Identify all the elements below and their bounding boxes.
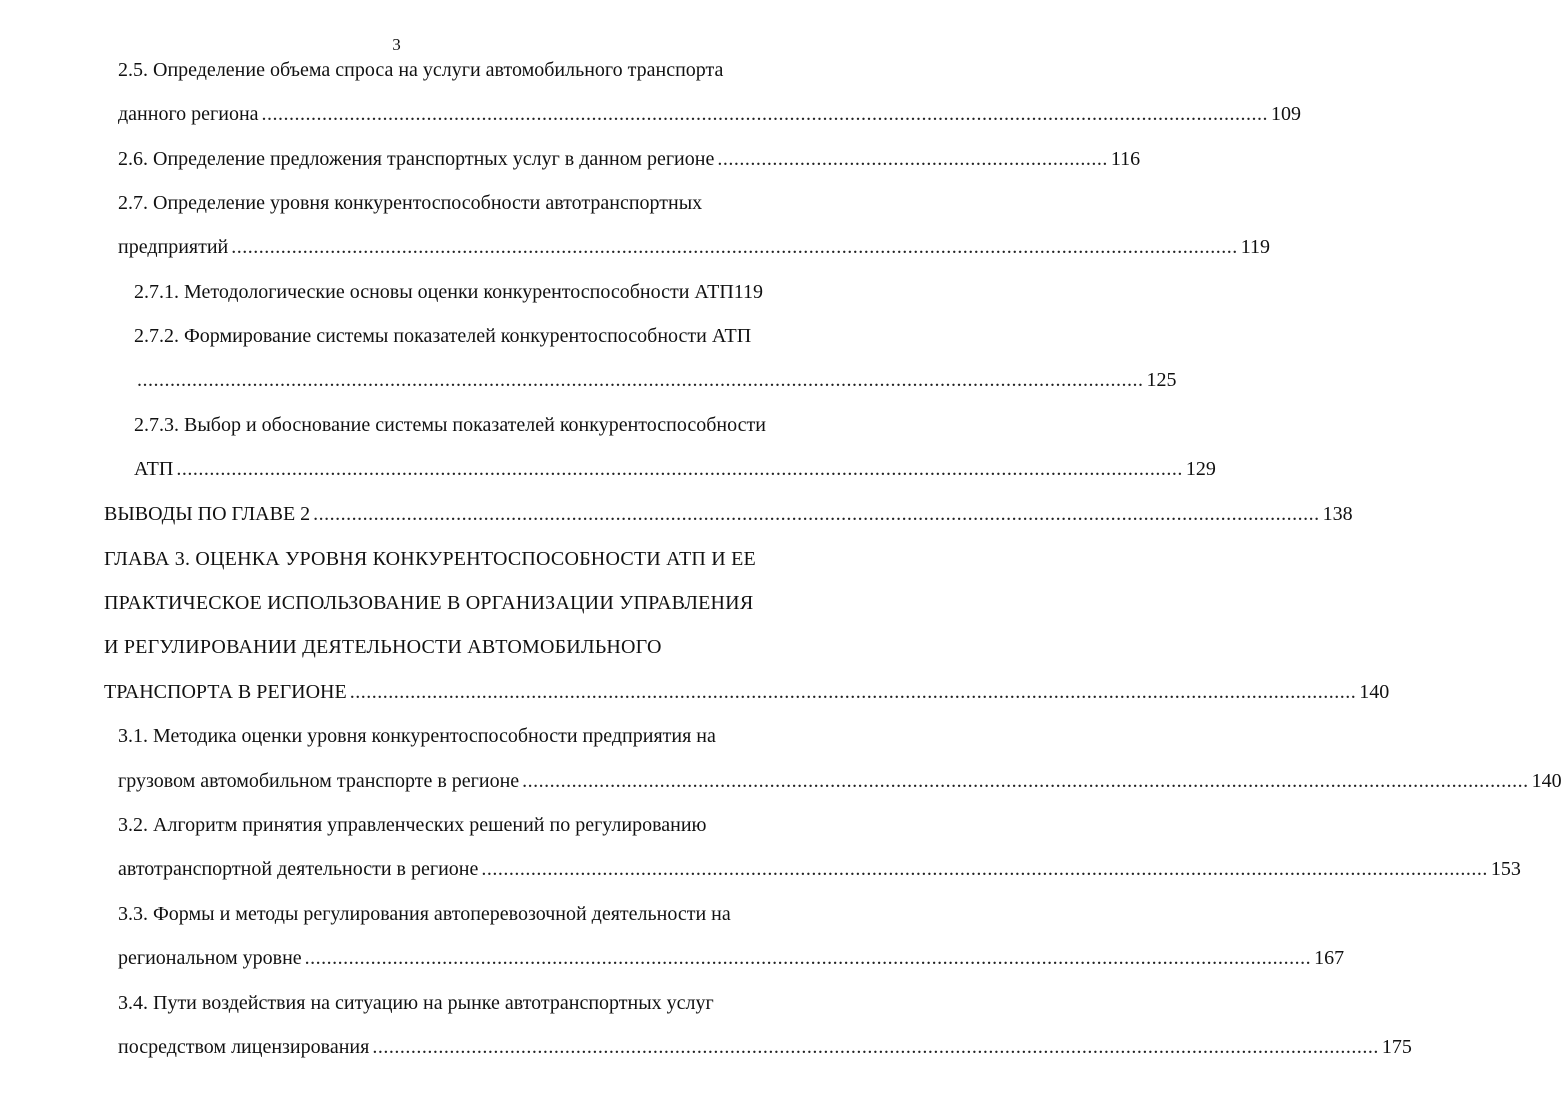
toc-page-number: 116 <box>1110 148 1141 170</box>
leader-dots: ....................................................................................................................................................................................... <box>522 770 1529 792</box>
toc-line: данного региона ....................................................................................................................................................................................... 109 <box>118 100 754 128</box>
leader-dots: ....................................................................................................................................................................................... <box>231 236 1238 258</box>
leader-dots: ....................................................................................................................................................................................... <box>261 103 1269 125</box>
toc-line: 3.2. Алгоритм принятия управленческих решений по регулированию <box>118 814 707 836</box>
toc-line: 3.3. Формы и методы регулирования автоперевозочной деятельности на <box>118 903 731 925</box>
toc-page-number: 109 <box>1271 103 1302 125</box>
toc-page-number: 119 <box>1240 236 1271 258</box>
toc-line: ТРАНСПОРТА В РЕГИОНЕ ....................................................................................................................................................................................... 140 <box>104 678 754 706</box>
leader-dots: ....................................................................................................................................................................................... <box>137 369 1144 391</box>
toc-line: 2.5. Определение объема спроса на услуги автомобильного транспорта <box>118 59 724 81</box>
toc-line: 2.7.1. Методологические основы оценки конкурентоспособности АТП119 <box>134 281 764 303</box>
toc-line: посредством лицензирования ....................................................................................................................................................................................... 175 <box>118 1033 754 1061</box>
toc-line: предприятий ....................................................................................................................................................................................... 119 <box>118 233 754 261</box>
toc-page-number: 140 <box>1531 770 1562 792</box>
toc-line: 2.7.3. Выбор и обоснование системы показателей конкурентоспособности <box>134 414 766 436</box>
toc-page-number: 140 <box>1359 681 1390 703</box>
toc-page-number: 153 <box>1490 858 1521 880</box>
toc-line: 2.7.2. Формирование системы показателей конкурентоспособности АТП <box>134 325 752 347</box>
toc-line: региональном уровне ....................................................................................................................................................................................... 167 <box>118 944 754 972</box>
toc-page-number: 167 <box>1314 947 1345 969</box>
toc-line: ГЛАВА 3. ОЦЕНКА УРОВНЯ КОНКУРЕНТОСПОСОБНОСТИ АТП И ЕЕ <box>104 548 756 570</box>
toc-line: 3.1. Методика оценки уровня конкурентоспособности предприятия на <box>118 725 716 747</box>
leader-dots: ....................................................................................................................................................................................... <box>313 503 1320 525</box>
leader-dots: ....................................................................................................................................................................................... <box>304 947 1312 969</box>
toc-page-number: 129 <box>1185 458 1216 480</box>
toc-line: АТП ....................................................................................................................................................................................... 129 <box>134 455 736 483</box>
toc-line: автотранспортной деятельности в регионе ....................................................................................................................................................................................... 153 <box>118 855 754 883</box>
leader-dots: ....................................................................................................................................................................................... <box>176 458 1183 480</box>
leader-dots: ....................................................................................................................................................................................... <box>372 1036 1379 1058</box>
leader-dots: ....................................................................................................................................................................................... <box>481 858 1488 880</box>
toc-line: ВЫВОДЫ ПО ГЛАВЕ 2 ....................................................................................................................................................................................... 138 <box>104 500 754 528</box>
toc-page-number: 125 <box>1146 369 1177 391</box>
toc-page-number: 175 <box>1381 1036 1412 1058</box>
toc-page-number: 138 <box>1322 503 1353 525</box>
toc-line: грузовом автомобильном транспорте в регионе ....................................................................................................................................................................................... 140 <box>118 767 754 795</box>
toc-line: 3.4. Пути воздействия на ситуацию на рынке автотранспортных услуг <box>118 992 714 1014</box>
toc-line: И РЕГУЛИРОВАНИИ ДЕЯТЕЛЬНОСТИ АВТОМОБИЛЬНОГО <box>104 636 662 658</box>
toc-line: ПРАКТИЧЕСКОЕ ИСПОЛЬЗОВАНИЕ В ОРГАНИЗАЦИИ УПРАВЛЕНИЯ <box>104 592 754 614</box>
leader-dots: ....................................................................................................................................................................................... <box>349 681 1357 703</box>
toc-line: 2.7. Определение уровня конкурентоспособности автотранспортных <box>118 192 703 214</box>
toc-line <box>134 366 1177 394</box>
leader-dots: ....................................................................... <box>717 148 1108 170</box>
page-number: 3 <box>392 35 401 54</box>
toc-line: 2.6. Определение предложения транспортных услуг в данном регионе ....................................................................... 116 <box>118 145 754 173</box>
